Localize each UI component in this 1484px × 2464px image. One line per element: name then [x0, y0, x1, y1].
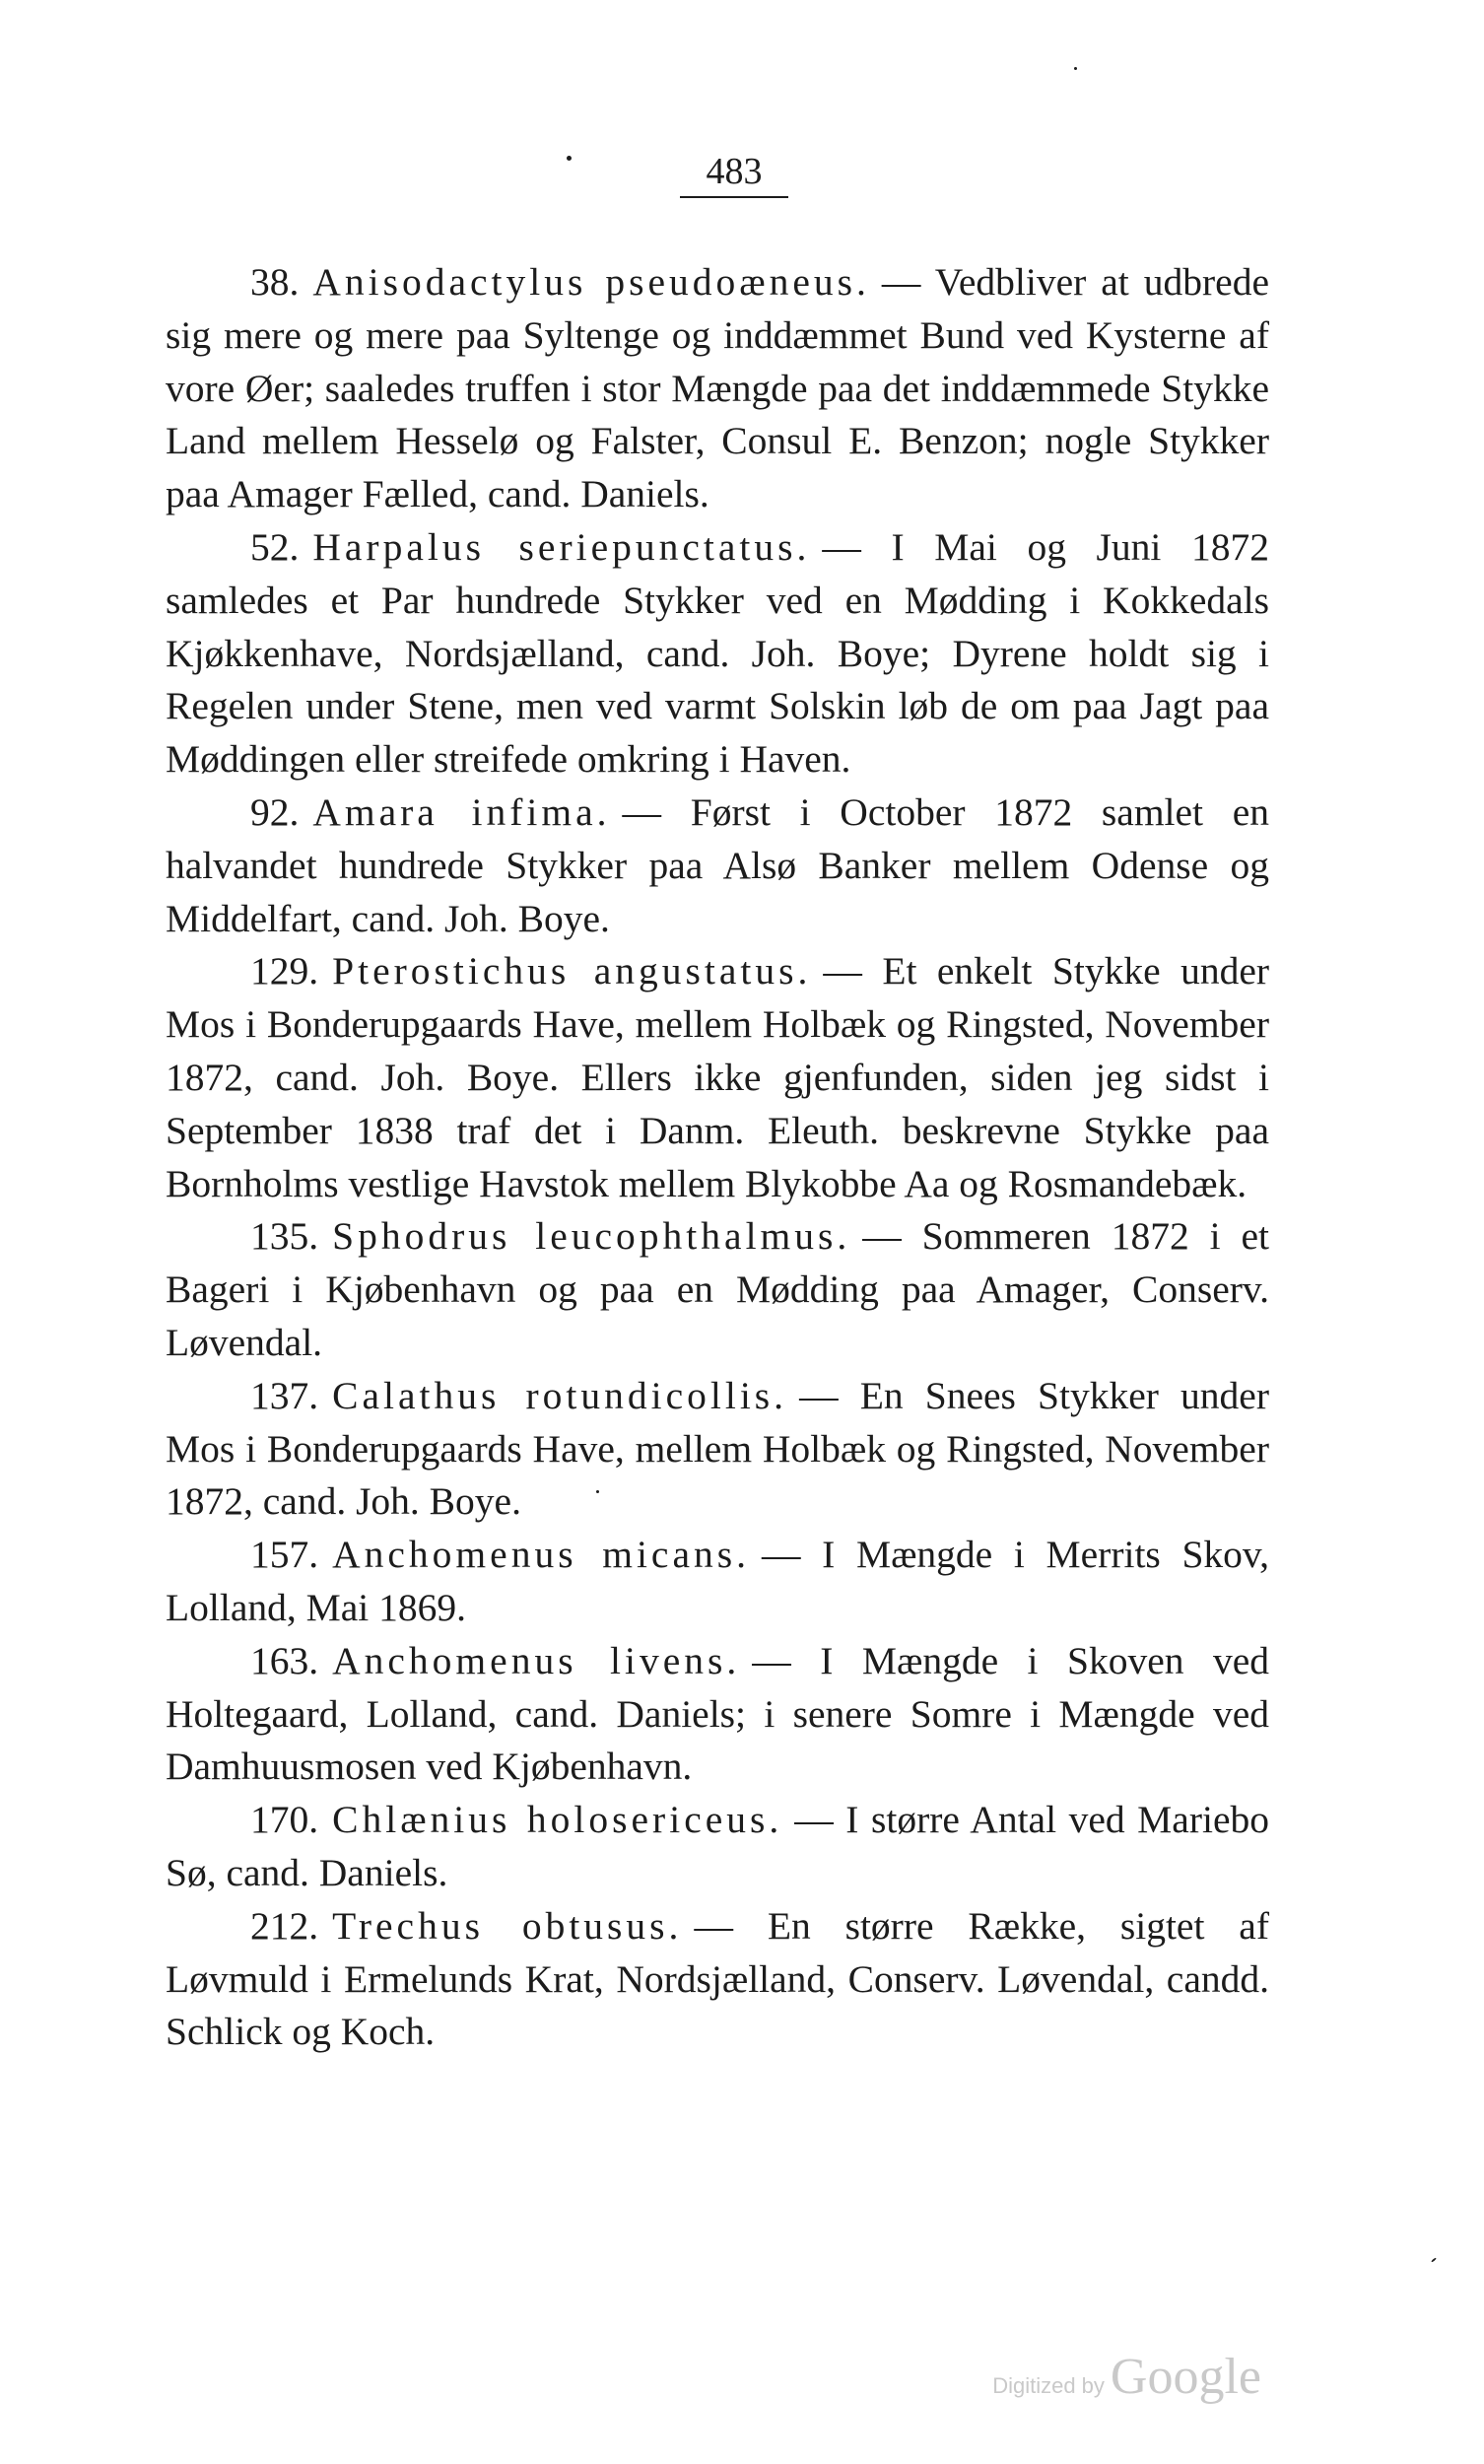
ink-speck — [567, 156, 572, 161]
entry-number: 129. — [250, 949, 319, 993]
species-name: Trechus obtusus. — [332, 1903, 683, 1948]
species-name: Amara infima. — [312, 789, 611, 834]
species-name: Anchomenus livens. — [332, 1638, 741, 1682]
entry-170 — [166, 1794, 1269, 1900]
species-name: Harpalus seriepunctatus. — [312, 524, 811, 569]
page-body — [166, 256, 1269, 2059]
ink-speck — [1074, 67, 1077, 70]
entry-52 — [166, 521, 1269, 787]
species-name: Pterostichus angustatus. — [332, 949, 812, 993]
entry-92 — [166, 787, 1269, 945]
entry-text: — Først i October 1872 samlet en halvandet hundrede Stykker paa Alsø Banker mellem Odense og Middelfart, cand. Joh. Boye. — [166, 789, 1269, 940]
entry-text: — I Mængde i Merrits Skov, Lolland, Mai 1869. — [166, 1533, 1269, 1629]
entry-212 — [166, 1900, 1269, 2059]
entry-text: — I Mængde i Skoven ved Holtegaard, Lolland, cand. Daniels; i senere Somre i Mængde ved Damhuusmosen ved Kjøbenhavn. — [166, 1638, 1269, 1789]
entry-text: — Vedbliver at udbrede sig mere og mere paa Syltenge og inddæmmet Bund ved Kysterne af vore Øer; saaledes truffen i stor Mængde paa det inddæmmede Stykke Land mellem Hesselø og Falster, Consul E. Benzon; nogle Stykker paa Amager Fælled, cand. Daniels. — [166, 260, 1269, 516]
entry-number: 157. — [250, 1533, 319, 1577]
entry-number: 135. — [250, 1214, 319, 1259]
species-name: Anisodactylus pseudoæneus. — [312, 260, 870, 304]
entry-38 — [166, 256, 1269, 521]
entry-number: 52. — [250, 524, 300, 569]
google-logo: Google — [1110, 2349, 1261, 2405]
species-name: Anchomenus micans. — [332, 1533, 750, 1577]
species-name: Chlænius holosericeus. — [332, 1798, 783, 1842]
entry-text: — Sommeren 1872 i et Bageri i Kjøbenhavn og paa en Mødding paa Amager, Conserv. Løvendal. — [166, 1214, 1269, 1364]
entry-157 — [166, 1529, 1269, 1635]
entry-number: 212. — [250, 1903, 319, 1948]
entry-number: 163. — [250, 1638, 319, 1682]
species-name: Sphodrus leucophthalmus. — [332, 1214, 851, 1259]
entry-129 — [166, 945, 1269, 1210]
species-name: Calathus rotundicollis. — [332, 1373, 788, 1417]
entry-number: 137. — [250, 1373, 319, 1417]
entry-text: — I større Antal ved Mariebo Sø, cand. Daniels. — [166, 1798, 1269, 1894]
watermark-prefix: Digitized by — [992, 2373, 1105, 2398]
entry-number: 92. — [250, 789, 300, 834]
entry-text: — I Mai og Juni 1872 samledes et Par hundrede Stykker ved en Mødding i Kokkedals Kjøkkenhave, Nordsjælland, cand. Joh. Boye; Dyrene holdt sig i Regelen under Stene, men ved varmt Solskin løb de om paa Jagt paa Møddingen eller streifede omkring i Haven. — [166, 524, 1269, 782]
entry-163 — [166, 1635, 1269, 1794]
entry-text: — En større Række, sigtet af Løvmuld i Ermelunds Krat, Nordsjælland, Conserv. Løvendal, candd. Schlick og Koch. — [166, 1903, 1269, 2054]
entry-text: — En Snees Stykker under Mos i Bonderupgaards Have, mellem Holbæk og Ringsted, November 1872, cand. Joh. Boye. — [166, 1373, 1269, 1524]
digitized-by-watermark — [936, 2348, 1261, 2407]
entry-number: 38. — [250, 260, 300, 304]
entry-135 — [166, 1210, 1269, 1369]
ink-speck — [1431, 2257, 1437, 2262]
entry-137 — [166, 1370, 1269, 1529]
page-number: 483 — [680, 153, 788, 198]
entry-number: 170. — [250, 1798, 319, 1842]
entry-text: — Et enkelt Stykke under Mos i Bonderupgaards Have, mellem Holbæk og Ringsted, November 1872, cand. Joh. Boye. Ellers ikke gjenfunden, siden jeg sidst i September 1838 traf det i Danm. Eleuth. beskrevne Stykke paa Bornholms vestlige Havstok mellem Blykobbe Aa og Rosmandebæk. — [166, 949, 1270, 1205]
